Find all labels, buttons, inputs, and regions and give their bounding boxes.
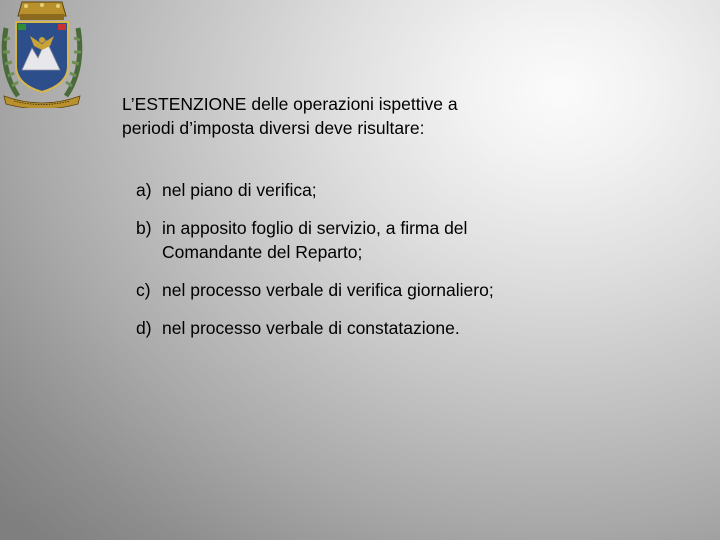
answer-letter: c) [136, 280, 151, 300]
answer-text [162, 278, 636, 302]
question-line-2: periodi d’imposta diversi deve risultare: [122, 118, 425, 138]
answer-letter: d) [136, 318, 152, 338]
answer-line: nel piano di verifica; [162, 180, 317, 200]
answer-b [136, 216, 636, 264]
answer-text [162, 178, 636, 202]
answer-line: Comandante del Reparto; [162, 242, 363, 262]
answer-c [136, 278, 636, 302]
answer-letter: a) [136, 180, 152, 200]
answer-letter: b) [136, 218, 152, 238]
coat-of-arms-icon [0, 0, 84, 108]
answer-text [162, 216, 636, 264]
answer-line: nel processo verbale di constatazione. [162, 318, 460, 338]
answer-line: nel processo verbale di verifica giornaliero; [162, 280, 494, 300]
answer-a [136, 178, 636, 202]
question-text [122, 92, 592, 140]
answer-line: in apposito foglio di servizio, a firma del [162, 218, 468, 238]
answer-list [136, 178, 636, 354]
answer-d [136, 316, 636, 340]
answer-text [162, 316, 636, 340]
question-line-1: L’ESTENZIONE delle operazioni ispettive a [122, 94, 458, 114]
